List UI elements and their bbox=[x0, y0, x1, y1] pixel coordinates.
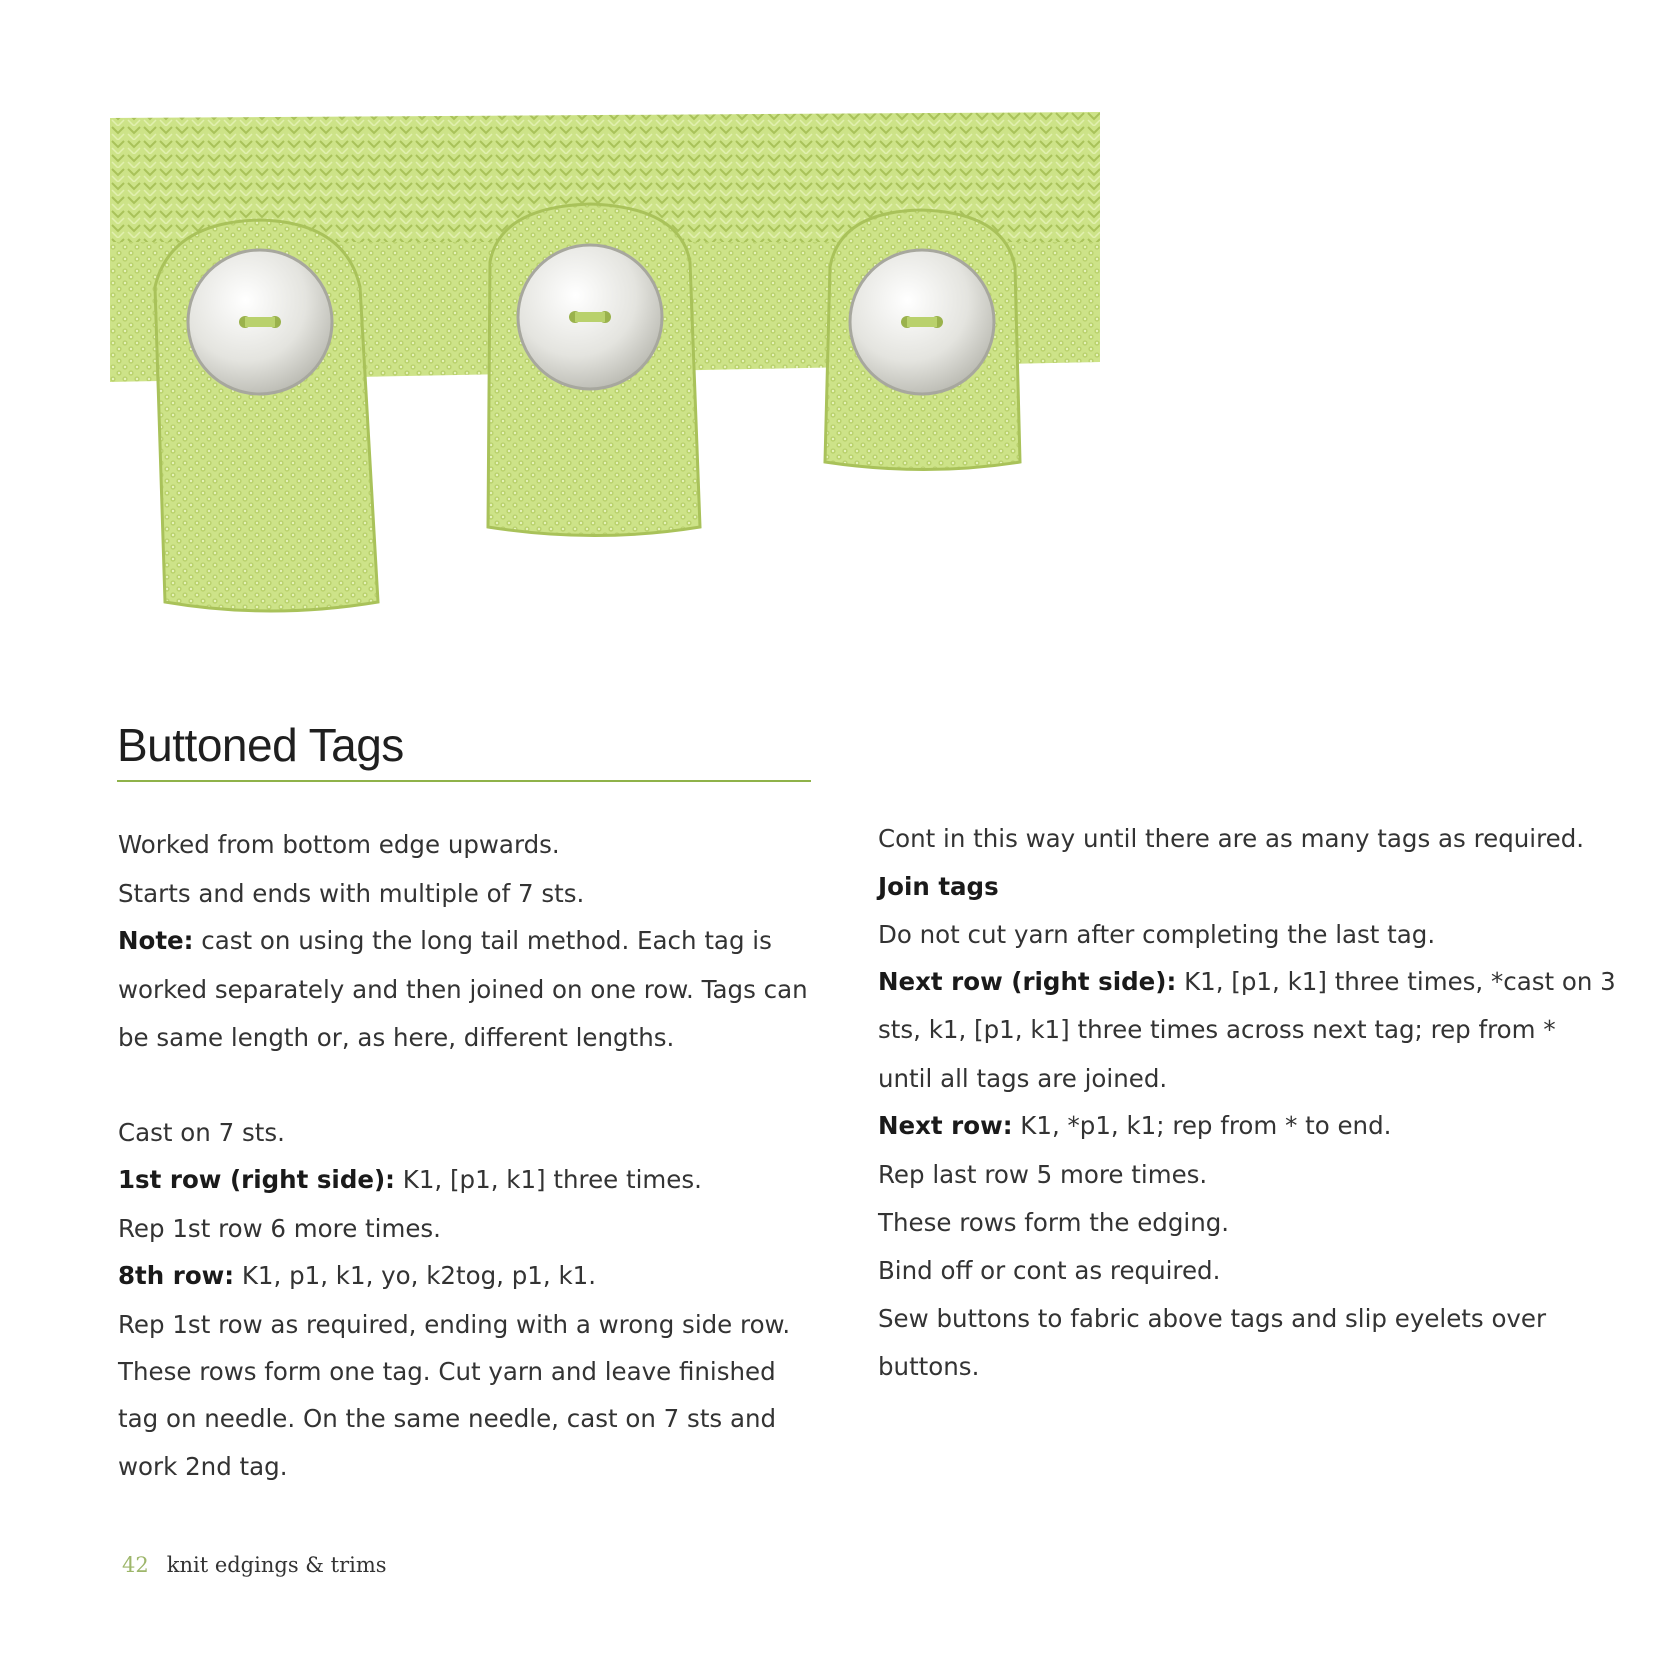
note-line bbox=[118, 926, 772, 955]
button-icon-3 bbox=[850, 250, 994, 394]
row-text: K1, [p1, k1] three times. bbox=[394, 1165, 702, 1194]
instruction-line: These rows form one tag. Cut yarn and leave finished bbox=[118, 1357, 776, 1386]
row-label: 8th row: bbox=[118, 1261, 235, 1290]
note-label: Note: bbox=[118, 926, 194, 955]
knitted-edging-photo bbox=[110, 112, 1102, 620]
instruction-line: Bind off or cont as required. bbox=[878, 1256, 1221, 1285]
note-line: be same length or, as here, different lengths. bbox=[118, 1023, 675, 1052]
instruction-line: tag on needle. On the same needle, cast on 7 sts and bbox=[118, 1404, 777, 1433]
title-divider bbox=[117, 780, 811, 782]
button-icon-1 bbox=[188, 250, 332, 394]
row-text: K1, [p1, k1] three times, *cast on 3 bbox=[1176, 967, 1616, 996]
page-footer bbox=[122, 1553, 387, 1577]
row-text: K1, p1, k1, yo, k2tog, p1, k1. bbox=[234, 1261, 597, 1290]
instruction-line bbox=[118, 1165, 702, 1194]
section-heading: Join tags bbox=[878, 872, 999, 901]
note-text: cast on using the long tail method. Each tag is bbox=[193, 926, 772, 955]
row-text: K1, *p1, k1; rep from * to end. bbox=[1012, 1111, 1392, 1140]
button-icon-2 bbox=[518, 245, 662, 389]
instruction-line: These rows form the edging. bbox=[878, 1208, 1230, 1237]
section-name: knit edgings & trims bbox=[166, 1553, 387, 1577]
instruction-line bbox=[878, 1111, 1391, 1140]
note-line: worked separately and then joined on one row. Tags can bbox=[118, 975, 808, 1004]
instruction-line bbox=[878, 967, 1616, 996]
intro-line: Worked from bottom edge upwards. bbox=[118, 830, 560, 859]
row-label: Next row (right side): bbox=[878, 967, 1177, 996]
instruction-line: Rep 1st row 6 more times. bbox=[118, 1214, 441, 1243]
instruction-line: Sew buttons to fabric above tags and slip eyelets over bbox=[878, 1304, 1547, 1333]
instruction-line: sts, k1, [p1, k1] three times across next tag; rep from * bbox=[878, 1015, 1556, 1044]
row-label: 1st row (right side): bbox=[118, 1165, 395, 1194]
instruction-line: Do not cut yarn after completing the last tag. bbox=[878, 920, 1436, 949]
page-number: 42 bbox=[122, 1553, 149, 1577]
instruction-line: buttons. bbox=[878, 1352, 980, 1381]
intro-line: Starts and ends with multiple of 7 sts. bbox=[118, 879, 585, 908]
instruction-line: Cont in this way until there are as many tags as required. bbox=[878, 824, 1585, 853]
instruction-line bbox=[118, 1261, 596, 1290]
instruction-line: Rep 1st row as required, ending with a wrong side row. bbox=[118, 1310, 791, 1339]
page-title: Buttoned Tags bbox=[117, 719, 404, 771]
instruction-line: Rep last row 5 more times. bbox=[878, 1160, 1208, 1189]
instruction-line: Cast on 7 sts. bbox=[118, 1118, 285, 1147]
instruction-line: until all tags are joined. bbox=[878, 1064, 1168, 1093]
row-label: Next row: bbox=[878, 1111, 1013, 1140]
instruction-line: work 2nd tag. bbox=[118, 1452, 288, 1481]
